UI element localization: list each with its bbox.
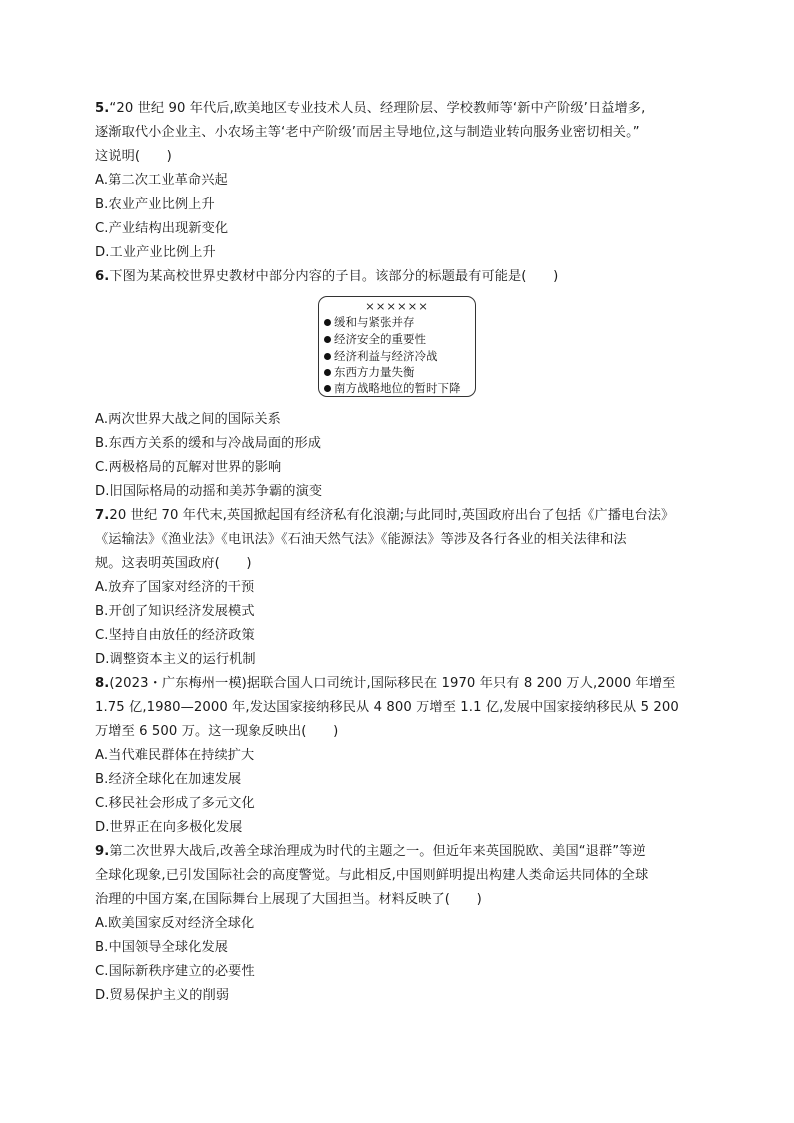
q7-option-c[interactable]: C.坚持自由放任的经济政策 <box>95 628 255 643</box>
q6-figure-box <box>318 296 476 397</box>
q8-option-a[interactable]: A.当代难民群体在持续扩大 <box>95 748 255 763</box>
q8-stem-line-2: 1.75 亿,1980—2000 年,发达国家接纳移民从 4 800 万增至 1.1 亿,发展中国家接纳移民从 5 200 <box>95 700 679 715</box>
q6-figure-item: 东西方力量失衡 <box>324 366 415 379</box>
q6-option-b[interactable]: B.东西方关系的缓和与冷战局面的形成 <box>95 436 322 451</box>
q6-figure-item: 南方战略地位的暂时下降 <box>324 382 461 395</box>
q7-option-d[interactable]: D.调整资本主义的运行机制 <box>95 652 256 667</box>
bullet-icon <box>324 385 331 392</box>
q5-stem-line-3: 这说明( ) <box>95 149 172 164</box>
q6-figure-title: ×××××× <box>365 299 429 313</box>
q7-option-a[interactable]: A.放弃了国家对经济的干预 <box>95 580 255 595</box>
q9-option-b[interactable]: B.中国领导全球化发展 <box>95 940 229 955</box>
q5-number: 5. <box>95 101 110 116</box>
q8-option-d[interactable]: D.世界正在向多极化发展 <box>95 820 243 835</box>
q6-option-a[interactable]: A.两次世界大战之间的国际关系 <box>95 412 281 427</box>
q8-stem-line-3: 万增至 6 500 万。这一现象反映出( ) <box>95 724 339 739</box>
q5-option-b[interactable]: B.农业产业比例上升 <box>95 197 215 212</box>
q9-stem-line-1: 9.第二次世界大战后,改善全球治理成为时代的主题之一。但近年来英国脱欧、美国“退群”等逆 <box>95 844 646 859</box>
q5-option-c[interactable]: C.产业结构出现新变化 <box>95 221 229 236</box>
q8-number: 8. <box>95 676 110 691</box>
q9-option-c[interactable]: C.国际新秩序建立的必要性 <box>95 964 255 979</box>
q9-stem-line-2: 全球化现象,已引发国际社会的高度警觉。与此相反,中国则鲜明提出构建人类命运共同体的全球 <box>95 868 649 883</box>
q5-stem-line-1: 5.“20 世纪 90 年代后,欧美地区专业技术人员、经理阶层、学校教师等‘新中产阶级’日益增多, <box>95 101 646 116</box>
q6-option-d[interactable]: D.旧国际格局的动摇和美苏争霸的演变 <box>95 484 323 499</box>
q7-number: 7. <box>95 508 110 523</box>
bullet-icon <box>324 336 331 343</box>
q7-stem-line-3: 规。这表明英国政府( ) <box>95 556 252 571</box>
q6-option-c[interactable]: C.两极格局的瓦解对世界的影响 <box>95 460 282 475</box>
q5-stem-line-2: 逐渐取代小企业主、小农场主等‘老中产阶级’而居主导地位,这与制造业转向服务业密切相关。” <box>95 125 640 140</box>
bullet-icon <box>324 319 331 326</box>
q8-option-c[interactable]: C.移民社会形成了多元文化 <box>95 796 255 811</box>
q8-option-b[interactable]: B.经济全球化在加速发展 <box>95 772 242 787</box>
q8-stem-line-1: 8.(2023・广东梅州一模)据联合国人口司统计,国际移民在 1970 年只有 8 200 万人,2000 年增至 <box>95 676 676 691</box>
q5-option-d[interactable]: D.工业产业比例上升 <box>95 245 216 260</box>
q9-option-d[interactable]: D.贸易保护主义的削弱 <box>95 988 230 1003</box>
q7-stem-line-1: 7.20 世纪 70 年代末,英国掀起国有经济私有化浪潮;与此同时,英国政府出台了包括《广播电台法》 <box>95 508 675 523</box>
q9-number: 9. <box>95 844 110 859</box>
q6-figure-item: 经济安全的重要性 <box>324 333 426 346</box>
bullet-icon <box>324 353 331 360</box>
q7-stem-line-2: 《运输法》《渔业法》《电讯法》《石油天然气法》《能源法》等涉及各行各业的相关法律和法 <box>95 532 627 547</box>
q6-stem-line-1: 6.下图为某高校世界史教材中部分内容的子目。该部分的标题最有可能是( ) <box>95 269 559 284</box>
q9-stem-line-3: 治理的中国方案,在国际舞台上展现了大国担当。材料反映了( ) <box>95 892 482 907</box>
bullet-icon <box>324 369 331 376</box>
q6-number: 6. <box>95 269 110 284</box>
q9-option-a[interactable]: A.欧美国家反对经济全球化 <box>95 916 255 931</box>
q6-figure-item: 缓和与紧张并存 <box>324 316 415 329</box>
q7-option-b[interactable]: B.开创了知识经济发展模式 <box>95 604 255 619</box>
q5-option-a[interactable]: A.第二次工业革命兴起 <box>95 173 228 188</box>
q6-figure-item: 经济利益与经济冷战 <box>324 350 438 363</box>
